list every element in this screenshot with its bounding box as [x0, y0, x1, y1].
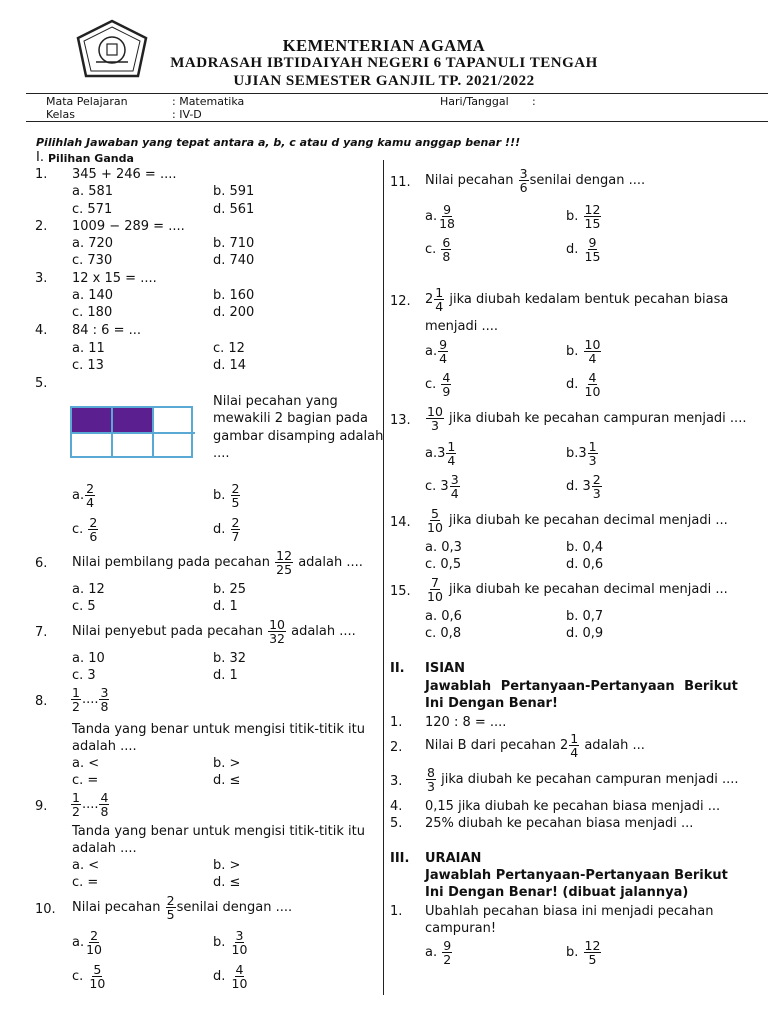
- q12-text: 2 $\frac{1}{4}$ jika diubah kedalam bentuk pecahan biasa: [425, 285, 729, 314]
- uraian1-option-a: a. $\frac{9}{2}$: [425, 938, 452, 967]
- info-day-value: :: [532, 95, 536, 108]
- q4-text: 84 : 6 = ...: [72, 323, 142, 338]
- q5-option-d-letter: d.: [213, 522, 226, 537]
- q6-option-b: b. 25: [213, 582, 247, 597]
- q9-option-b: b. >: [213, 858, 241, 873]
- fraction: $\frac{4}{10}$: [231, 962, 248, 991]
- fraction: $\frac{2}{3}$: [592, 472, 601, 501]
- q9-text-line1: Tanda yang benar untuk mengisi titik-titik itu: [72, 824, 365, 839]
- uraian1-text-line2: campuran!: [425, 921, 497, 936]
- q13-option-d: d. 3 $\frac{2}{3}$: [566, 472, 601, 501]
- fraction: $\frac{10}{3}$: [427, 404, 443, 433]
- q12-option-d: d. $\frac{4}{10}$: [566, 370, 601, 399]
- q2-option-b: b. 710: [213, 236, 255, 251]
- q11-option-a: a. $\frac{9}{18}$: [425, 202, 456, 231]
- q5-text-line4: ....: [213, 446, 230, 461]
- q3-option-d: d. 200: [213, 305, 255, 320]
- q5-text-line2: mewakili 2 bagian pada: [213, 411, 369, 426]
- q8-text-line1: Tanda yang benar untuk mengisi titik-titik itu: [72, 722, 365, 737]
- header-exam: UJIAN SEMESTER GANJIL TP. 2021/2022: [233, 73, 535, 89]
- q9-option-a: a. <: [72, 858, 100, 873]
- q15-option-a: a. 0,6: [425, 609, 462, 624]
- fraction: $\frac{2}{5}$: [231, 481, 240, 510]
- fraction: $\frac{3}{8}$: [100, 685, 109, 714]
- q2-text: 1009 − 289 = ....: [72, 219, 185, 234]
- q7-option-b: b. 32: [213, 651, 247, 666]
- q2-option-a: a. 720: [72, 236, 114, 251]
- q5-option-c-letter: c.: [72, 522, 84, 537]
- q6-number: 6.: [35, 556, 48, 571]
- fraction: $\frac{5}{10}$: [427, 506, 443, 535]
- fraction: $\frac{1}{2}$: [72, 685, 80, 714]
- q13-text: $\frac{10}{3}$ jika diubah ke pecahan campuran menjadi ....: [427, 404, 747, 433]
- q5-text-line3: gambar disamping adalah: [213, 429, 384, 444]
- header-divider-bottom: [26, 121, 768, 122]
- q8-option-d: d. ≤: [213, 773, 241, 788]
- fraction: $\frac{4}{10}$: [584, 370, 601, 399]
- q12-text-line2: menjadi ....: [425, 319, 499, 334]
- q6-option-d: d. 1: [213, 599, 238, 614]
- fraction: $\frac{4}{8}$: [100, 790, 109, 819]
- header-divider-top: [26, 93, 768, 94]
- q14-option-c: c. 0,5: [425, 557, 462, 572]
- q4-option-d: d. 14: [213, 358, 247, 373]
- q9-option-d: d. ≤: [213, 875, 241, 890]
- fraction: $\frac{9}{4}$: [439, 337, 448, 366]
- fraction: $\frac{3}{6}$: [519, 166, 528, 195]
- fraction: $\frac{12}{15}$: [584, 202, 601, 231]
- q7-option-d: d. 1: [213, 668, 238, 683]
- isian4-number: 4.: [390, 799, 403, 814]
- fraction: $\frac{8}{3}$: [427, 765, 435, 794]
- isian5-number: 5.: [390, 816, 403, 831]
- section3-instruction-line1: Jawablah Pertanyaan-Pertanyaan Berikut: [425, 868, 728, 883]
- isian5-text: 25% diubah ke pecahan biasa menjadi ...: [425, 816, 694, 831]
- header-school: MADRASAH IBTIDAIYAH NEGERI 6 TAPANULI TENGAH: [170, 55, 598, 71]
- info-class-value: : IV-D: [172, 108, 202, 121]
- q6-option-a: a. 12: [72, 582, 105, 597]
- isian2-text: Nilai B dari pecahan 2 $\frac{1}{4}$ adalah ...: [425, 731, 645, 760]
- q4-option-a: a. 11: [72, 341, 105, 356]
- isian1-number: 1.: [390, 715, 403, 730]
- q1-option-d: d. 561: [213, 202, 255, 217]
- q15-option-c: c. 0,8: [425, 626, 462, 641]
- grid-cell-shaded: [113, 408, 154, 434]
- grid-cell-shaded: [72, 408, 113, 434]
- q3-number: 3.: [35, 271, 48, 286]
- q3-option-c: c. 180: [72, 305, 113, 320]
- fraction: $\frac{2}{5}$: [166, 893, 175, 922]
- instruction: Pilihlah Jawaban yang tepat antara a, b, c atau d yang kamu anggap benar !!!: [36, 136, 521, 149]
- q11-option-b: b. $\frac{12}{15}$: [566, 202, 601, 231]
- q7-text: Nilai penyebut pada pecahan $\frac{10}{32}$ adalah ....: [72, 617, 356, 646]
- isian3-number: 3.: [390, 774, 403, 789]
- fraction: $\frac{9}{18}$: [439, 202, 456, 231]
- q5-text-line1: Nilai pecahan yang: [213, 394, 338, 409]
- q5-option-c: [72, 516, 99, 543]
- q10-text: Nilai pecahan $\frac{2}{5}$ senilai dengan ....: [72, 893, 293, 922]
- fraction: $\frac{2}{6}$: [89, 515, 98, 544]
- fraction: $\frac{5}{10}$: [89, 962, 106, 991]
- q13-option-a: a.3 $\frac{1}{4}$: [425, 439, 456, 468]
- q1-option-a: a. 581: [72, 184, 114, 199]
- q6-option-c: c. 5: [72, 599, 96, 614]
- fraction: $\frac{3}{4}$: [450, 472, 459, 501]
- info-day-label: Hari/Tanggal: [440, 95, 509, 108]
- q1-text: 345 + 246 = ....: [72, 167, 177, 182]
- column-divider: [383, 160, 384, 995]
- section2-instruction-line2: Ini Dengan Benar!: [425, 696, 558, 711]
- fraction: $\frac{9}{15}$: [584, 235, 601, 264]
- q13-option-c: c. 3 $\frac{3}{4}$: [425, 472, 459, 501]
- q5-option-a: [72, 482, 96, 509]
- q13-option-b: b.3 $\frac{1}{3}$: [566, 439, 597, 468]
- fraction: $\frac{1}{4}$: [447, 439, 456, 468]
- q5-fraction-grid: [70, 406, 193, 458]
- q4-option-c: c. 13: [72, 358, 104, 373]
- q12-number: 12.: [390, 294, 411, 309]
- fraction: $\frac{6}{8}$: [442, 235, 451, 264]
- q14-option-b: b. 0,4: [566, 540, 604, 555]
- q14-option-d: d. 0,6: [566, 557, 604, 572]
- grid-cell: [154, 434, 195, 458]
- q8-number: 8.: [35, 694, 48, 709]
- q1-option-b: b. 591: [213, 184, 255, 199]
- uraian1-text-line1: Ubahlah pecahan biasa ini menjadi pecahan: [425, 904, 714, 919]
- fraction: $\frac{12}{25}$: [276, 548, 293, 577]
- fraction: $\frac{1}{2}$: [72, 790, 80, 819]
- q14-option-a: a. 0,3: [425, 540, 462, 555]
- q4-option-b: c. 12: [213, 341, 245, 356]
- uraian1-number: 1.: [390, 904, 403, 919]
- q3-option-a: a. 140: [72, 288, 114, 303]
- fraction: $\frac{7}{10}$: [427, 575, 443, 604]
- isian3-text: $\frac{8}{3}$ jika diubah ke pecahan campuran menjadi ....: [427, 765, 739, 794]
- info-class-label: Kelas: [46, 108, 75, 121]
- q15-text: $\frac{7}{10}$ jika diubah ke pecahan decimal menjadi ...: [427, 575, 728, 604]
- q14-number: 14.: [390, 515, 411, 530]
- q3-text: 12 x 15 = ....: [72, 271, 157, 286]
- fraction: $\frac{1}{4}$: [570, 731, 579, 760]
- q6-text: Nilai pembilang pada pecahan $\frac{12}{25}$ adalah ....: [72, 548, 363, 577]
- section3-number: III.: [390, 851, 410, 866]
- info-subject-value: : Matematika: [172, 95, 245, 108]
- fraction: $\frac{2}{4}$: [86, 481, 95, 510]
- q10-option-b: b. $\frac{3}{10}$: [213, 928, 248, 957]
- q5-option-d: [213, 516, 241, 543]
- section3-title: URAIAN: [425, 851, 482, 866]
- fraction: $\frac{10}{32}$: [269, 617, 285, 646]
- q9-option-c: c. =: [72, 875, 99, 890]
- q8-text-line2: adalah ....: [72, 739, 137, 754]
- q2-option-d: d. 740: [213, 253, 255, 268]
- isian2-number: 2.: [390, 740, 403, 755]
- q7-number: 7.: [35, 625, 48, 640]
- info-subject-label: Mata Pelajaran: [46, 95, 128, 108]
- q10-number: 10.: [35, 902, 56, 917]
- fraction: $\frac{3}{10}$: [231, 928, 248, 957]
- q11-text: Nilai pecahan $\frac{3}{6}$ senilai dengan ....: [425, 166, 646, 195]
- q12-option-c: c. $\frac{4}{9}$: [425, 370, 451, 399]
- section2-instruction-line1: Jawablah Pertanyaan-Pertanyaan Berikut: [425, 679, 738, 694]
- q8-option-c: c. =: [72, 773, 99, 788]
- grid-cell: [72, 434, 113, 458]
- q8-option-a: a. <: [72, 756, 100, 771]
- section1-number: I.: [36, 150, 44, 165]
- q9-expression: $\frac{1}{2}$ .... $\frac{4}{8}$: [72, 790, 109, 819]
- q11-number: 11.: [390, 175, 411, 190]
- q7-option-a: a. 10: [72, 651, 105, 666]
- q5-number: 5.: [35, 376, 48, 391]
- isian1-text: 120 : 8 = ....: [425, 715, 507, 730]
- q5-option-a-letter: a.: [72, 488, 85, 503]
- isian4-text: 0,15 jika diubah ke pecahan biasa menjadi ...: [425, 799, 721, 814]
- fraction: $\frac{1}{4}$: [435, 285, 444, 314]
- q15-number: 15.: [390, 584, 411, 599]
- fraction: $\frac{2}{10}$: [86, 928, 103, 957]
- q11-option-d: d. $\frac{9}{15}$: [566, 235, 601, 264]
- q12-option-b: b. $\frac{10}{4}$: [566, 337, 601, 366]
- q5-option-b-letter: b.: [213, 488, 226, 503]
- q10-option-a: a. $\frac{2}{10}$: [72, 928, 103, 957]
- fraction: $\frac{1}{3}$: [588, 439, 597, 468]
- section2-title: ISIAN: [425, 661, 465, 676]
- q1-number: 1.: [35, 167, 48, 182]
- section3-instruction-line2: Ini Dengan Benar! (dibuat jalannya): [425, 885, 689, 900]
- grid-cell: [113, 434, 154, 458]
- q8-expression: $\frac{1}{2}$ .... $\frac{3}{8}$: [72, 685, 109, 714]
- q12-option-a: a. $\frac{9}{4}$: [425, 337, 448, 366]
- q10-option-c: c. $\frac{5}{10}$: [72, 962, 106, 991]
- fraction: $\frac{9}{2}$: [443, 938, 452, 967]
- q15-option-d: d. 0,9: [566, 626, 604, 641]
- q9-number: 9.: [35, 799, 48, 814]
- q4-number: 4.: [35, 323, 48, 338]
- fraction: $\frac{4}{9}$: [442, 370, 451, 399]
- q9-text-line2: adalah ....: [72, 841, 137, 856]
- q15-option-b: b. 0,7: [566, 609, 604, 624]
- q2-number: 2.: [35, 219, 48, 234]
- fraction: $\frac{10}{4}$: [584, 337, 601, 366]
- q1-option-c: c. 571: [72, 202, 113, 217]
- q10-option-d: d. $\frac{4}{10}$: [213, 962, 248, 991]
- q8-option-b: b. >: [213, 756, 241, 771]
- section1-title: Pilihan Ganda: [48, 152, 134, 165]
- q14-text: $\frac{5}{10}$ jika diubah ke pecahan decimal menjadi ...: [427, 506, 728, 535]
- q2-option-c: c. 730: [72, 253, 113, 268]
- fraction: $\frac{12}{5}$: [584, 938, 601, 967]
- grid-cell: [154, 408, 195, 434]
- section2-number: II.: [390, 661, 405, 676]
- fraction: $\frac{2}{7}$: [231, 515, 240, 544]
- q11-option-c: c. $\frac{6}{8}$: [425, 235, 451, 264]
- q5-option-b: [213, 482, 241, 509]
- header-ministry: KEMENTERIAN AGAMA: [282, 36, 486, 55]
- uraian1-option-b: b. $\frac{12}{5}$: [566, 938, 601, 967]
- q13-number: 13.: [390, 413, 411, 428]
- q3-option-b: b. 160: [213, 288, 255, 303]
- q7-option-c: c. 3: [72, 668, 96, 683]
